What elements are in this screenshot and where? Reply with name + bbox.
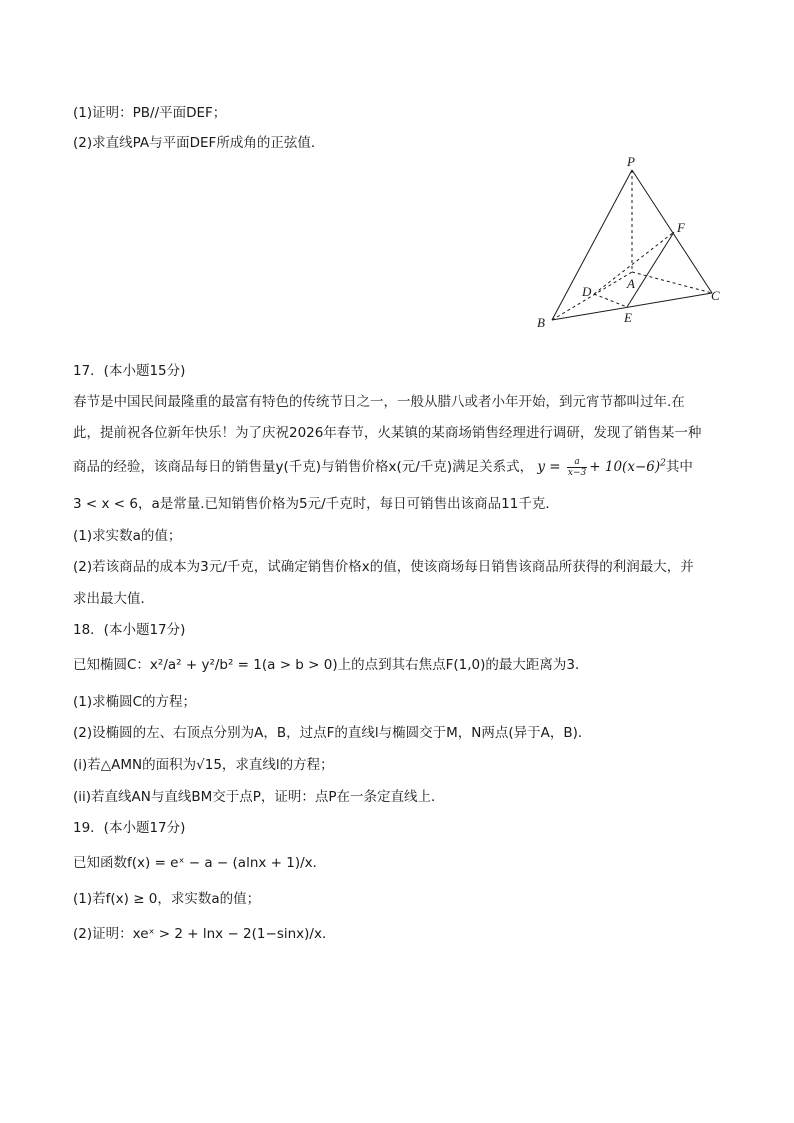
q19-header	[73, 819, 185, 837]
edge-pb	[552, 170, 632, 320]
q17-line1	[73, 393, 685, 411]
label-e: E	[624, 310, 632, 325]
label-p: P	[627, 154, 635, 169]
q17-part2-b	[73, 590, 154, 608]
q17-line2	[73, 424, 701, 442]
q19-stem-text: 已知函数f(x) = eˣ − a − (alnx + 1)/x．	[73, 855, 327, 871]
q18-header	[73, 621, 185, 639]
q18-stem-text: 已知椭圆C：x²/a² + y²/b² = 1(a > b > 0)上的点到其右焦点F(1,0)的最大距离为3．	[73, 657, 589, 673]
q19-part1	[73, 890, 260, 908]
q17-part2-a	[73, 558, 694, 576]
q16-part2	[73, 134, 324, 152]
q19-part1-text: (1)若f(x) ≥ 0，求实数a的值；	[73, 891, 261, 907]
edge-de	[594, 294, 627, 307]
q18-header-text: 18．(本小题17分)	[73, 622, 186, 638]
label-a: A	[627, 276, 635, 291]
q16-part1	[73, 104, 226, 122]
q17-line4	[73, 495, 559, 513]
q17-line4-text: 3 < x < 6，a是常量.已知销售价格为5元/千克时，每日可销售出该商品11千克．	[73, 496, 559, 512]
q19-part2	[73, 925, 335, 943]
q17-part2-a-text: (2)若该商品的成本为3元/千克，试确定销售价格x的值，使该商场每日销售该商品所获得的利润最大，并	[73, 559, 694, 575]
label-d: D	[582, 284, 592, 299]
q18-part2-text: (2)设椭圆的左、右顶点分别为A，B，过点F的直线l与椭圆交于M，N两点(异于A，B)．	[73, 725, 592, 741]
q17-line3-text-a: 商品的经验，该商品每日的销售量	[73, 459, 276, 475]
pyramid-figure	[530, 150, 730, 335]
label-f: F	[677, 220, 685, 235]
edge-pc	[632, 170, 712, 293]
q18-sub1-text: (i)若△AMN的面积为√15，求直线l的方程；	[73, 757, 334, 773]
label-b: B	[537, 315, 545, 330]
label-c: C	[711, 288, 720, 303]
q16-part1-text: (1)证明：PB//平面DEF；	[73, 105, 227, 121]
q19-header-text: 19．(本小题17分)	[73, 820, 186, 836]
q17-header-text: 17．(本小题15分)	[73, 363, 186, 379]
q18-stem	[73, 656, 588, 674]
q18-part2	[73, 724, 591, 742]
q18-sub2	[73, 788, 445, 806]
q18-part1	[73, 693, 196, 711]
q17-line3-text-b: y(千克)与销售价格x(元/千克)满足关系式，	[275, 459, 534, 475]
q16-part2-text: (2)求直线PA与平面DEF所成角的正弦值．	[73, 135, 325, 151]
q19-stem	[73, 854, 326, 872]
edge-fe	[627, 232, 674, 307]
q17-header	[73, 362, 185, 380]
q18-part1-text: (1)求椭圆C的方程；	[73, 694, 197, 710]
q18-sub1	[73, 756, 334, 774]
q17-line1-text: 春节是中国民间最隆重的最富有特色的传统节日之一，一般从腊八或者小年开始，到元宵节都叫过年.在	[73, 394, 685, 410]
q17-line2-text: 此，提前祝各位新年快乐！为了庆祝2026年春节，火某镇的某商场销售经理进行调研，发现了销售某一种	[73, 425, 702, 441]
q17-formula: y = $\frac{a}{x-3}$ + $10(x-6)^2$	[537, 457, 666, 478]
q18-sub2-text: (ii)若直线AN与直线BM交于点P，证明：点P在一条定直线上．	[73, 789, 445, 805]
q17-line3-text-c: 其中	[665, 459, 693, 475]
edge-bc	[552, 293, 712, 320]
q17-part1	[73, 527, 181, 545]
q17-part2-b-text: 求出最大值．	[73, 591, 154, 607]
q17-part1-text: (1)求实数a的值；	[73, 528, 182, 544]
q19-part2-text: (2)证明：xeˣ > 2 + lnx − 2(1−sinx)/x．	[73, 926, 336, 942]
q17-line3	[73, 457, 693, 478]
